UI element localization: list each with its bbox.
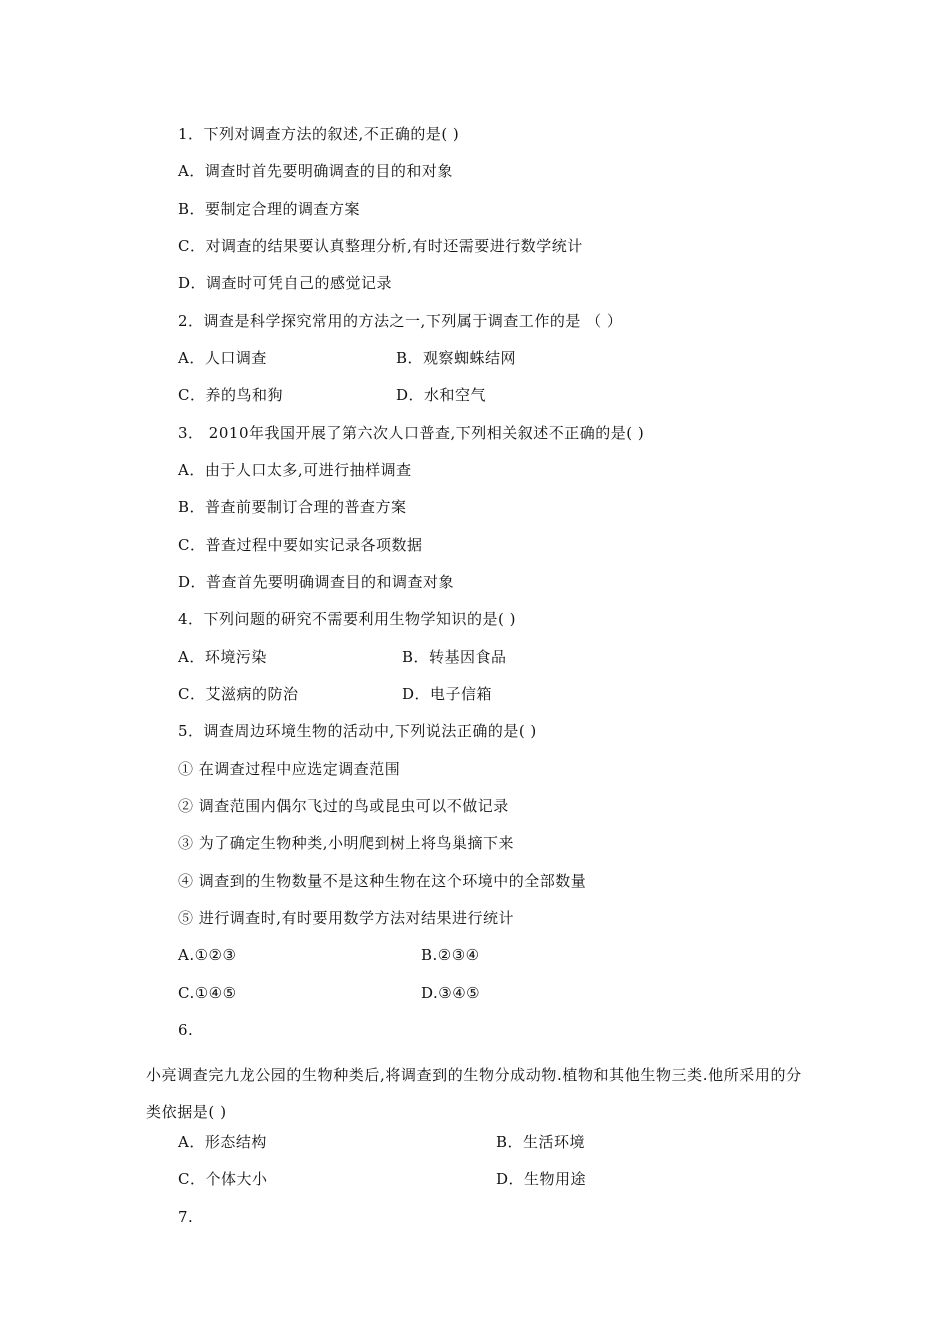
- q6-stem: 小亮调查完九龙公园的生物种类后,将调查到的生物分成动物.植物和其他生物三类.他所采用的分类依据是( ): [146, 1066, 802, 1121]
- q5-statement-5: ⑤ 进行调查时,有时要用数学方法对结果进行统计: [178, 909, 515, 927]
- q5-statement-3: ③ 为了确定生物种类,小明爬到树上将鸟巢摘下来: [178, 834, 515, 852]
- q4-stem: 4．下列问题的研究不需要利用生物学知识的是( ): [178, 610, 517, 628]
- q1-option-a: A．调查时首先要明确调查的目的和对象: [178, 162, 453, 180]
- q3-stem: 3． 2010年我国开展了第六次人口普查,下列相关叙述不正确的是( ): [178, 424, 645, 442]
- q3-option-a: A．由于人口太多,可进行抽样调查: [178, 461, 412, 479]
- q5-statement-4: ④ 调查到的生物数量不是这种生物在这个环境中的全部数量: [178, 872, 587, 890]
- q4-option-b: B．转基因食品: [402, 648, 507, 666]
- q2-option-c: C．养的鸟和狗: [178, 386, 283, 404]
- q2-option-d: D．水和空气: [396, 386, 487, 404]
- q1-option-c: C．对调查的结果要认真整理分析,有时还需要进行数学统计: [178, 237, 583, 255]
- q1-option-d: D．调查时可凭自己的感觉记录: [178, 274, 393, 292]
- q4-option-a: A．环境污染: [178, 648, 267, 666]
- q6-option-a: A．形态结构: [178, 1133, 267, 1151]
- q4-option-c: C．艾滋病的防治: [178, 685, 299, 703]
- q5-statement-1: ① 在调查过程中应选定调查范围: [178, 760, 401, 778]
- q5-statement-2: ② 调查范围内偶尔飞过的鸟或昆虫可以不做记录: [178, 797, 509, 815]
- q5-option-c: C.①④⑤: [178, 984, 237, 1002]
- q6-option-b: B．生活环境: [496, 1133, 586, 1151]
- q1-stem: 1．下列对调查方法的叙述,不正确的是( ): [178, 125, 460, 143]
- q2-stem: 2．调查是科学探究常用的方法之一,下列属于调查工作的是 （ ）: [178, 312, 623, 330]
- q7-number: 7.: [178, 1208, 194, 1226]
- q6-option-c: C．个体大小: [178, 1170, 268, 1188]
- q5-option-d: D.③④⑤: [421, 984, 481, 1002]
- q5-option-a: A.①②③: [178, 946, 237, 964]
- q5-option-b: B.②③④: [421, 946, 480, 964]
- q3-option-c: C．普查过程中要如实记录各项数据: [178, 536, 423, 554]
- q2-option-a: A．人口调查: [178, 349, 267, 367]
- q6-number: 6.: [178, 1021, 194, 1039]
- q5-stem: 5．调查周边环境生物的活动中,下列说法正确的是( ): [178, 722, 537, 740]
- q3-option-d: D．普查首先要明确调查目的和调查对象: [178, 573, 455, 591]
- q3-option-b: B．普查前要制订合理的普查方案: [178, 498, 407, 516]
- q2-option-b: B．观察蜘蛛结网: [396, 349, 517, 367]
- q1-option-b: B．要制定合理的调查方案: [178, 200, 361, 218]
- q6-option-d: D．生物用途: [496, 1170, 587, 1188]
- q4-option-d: D．电子信箱: [402, 685, 493, 703]
